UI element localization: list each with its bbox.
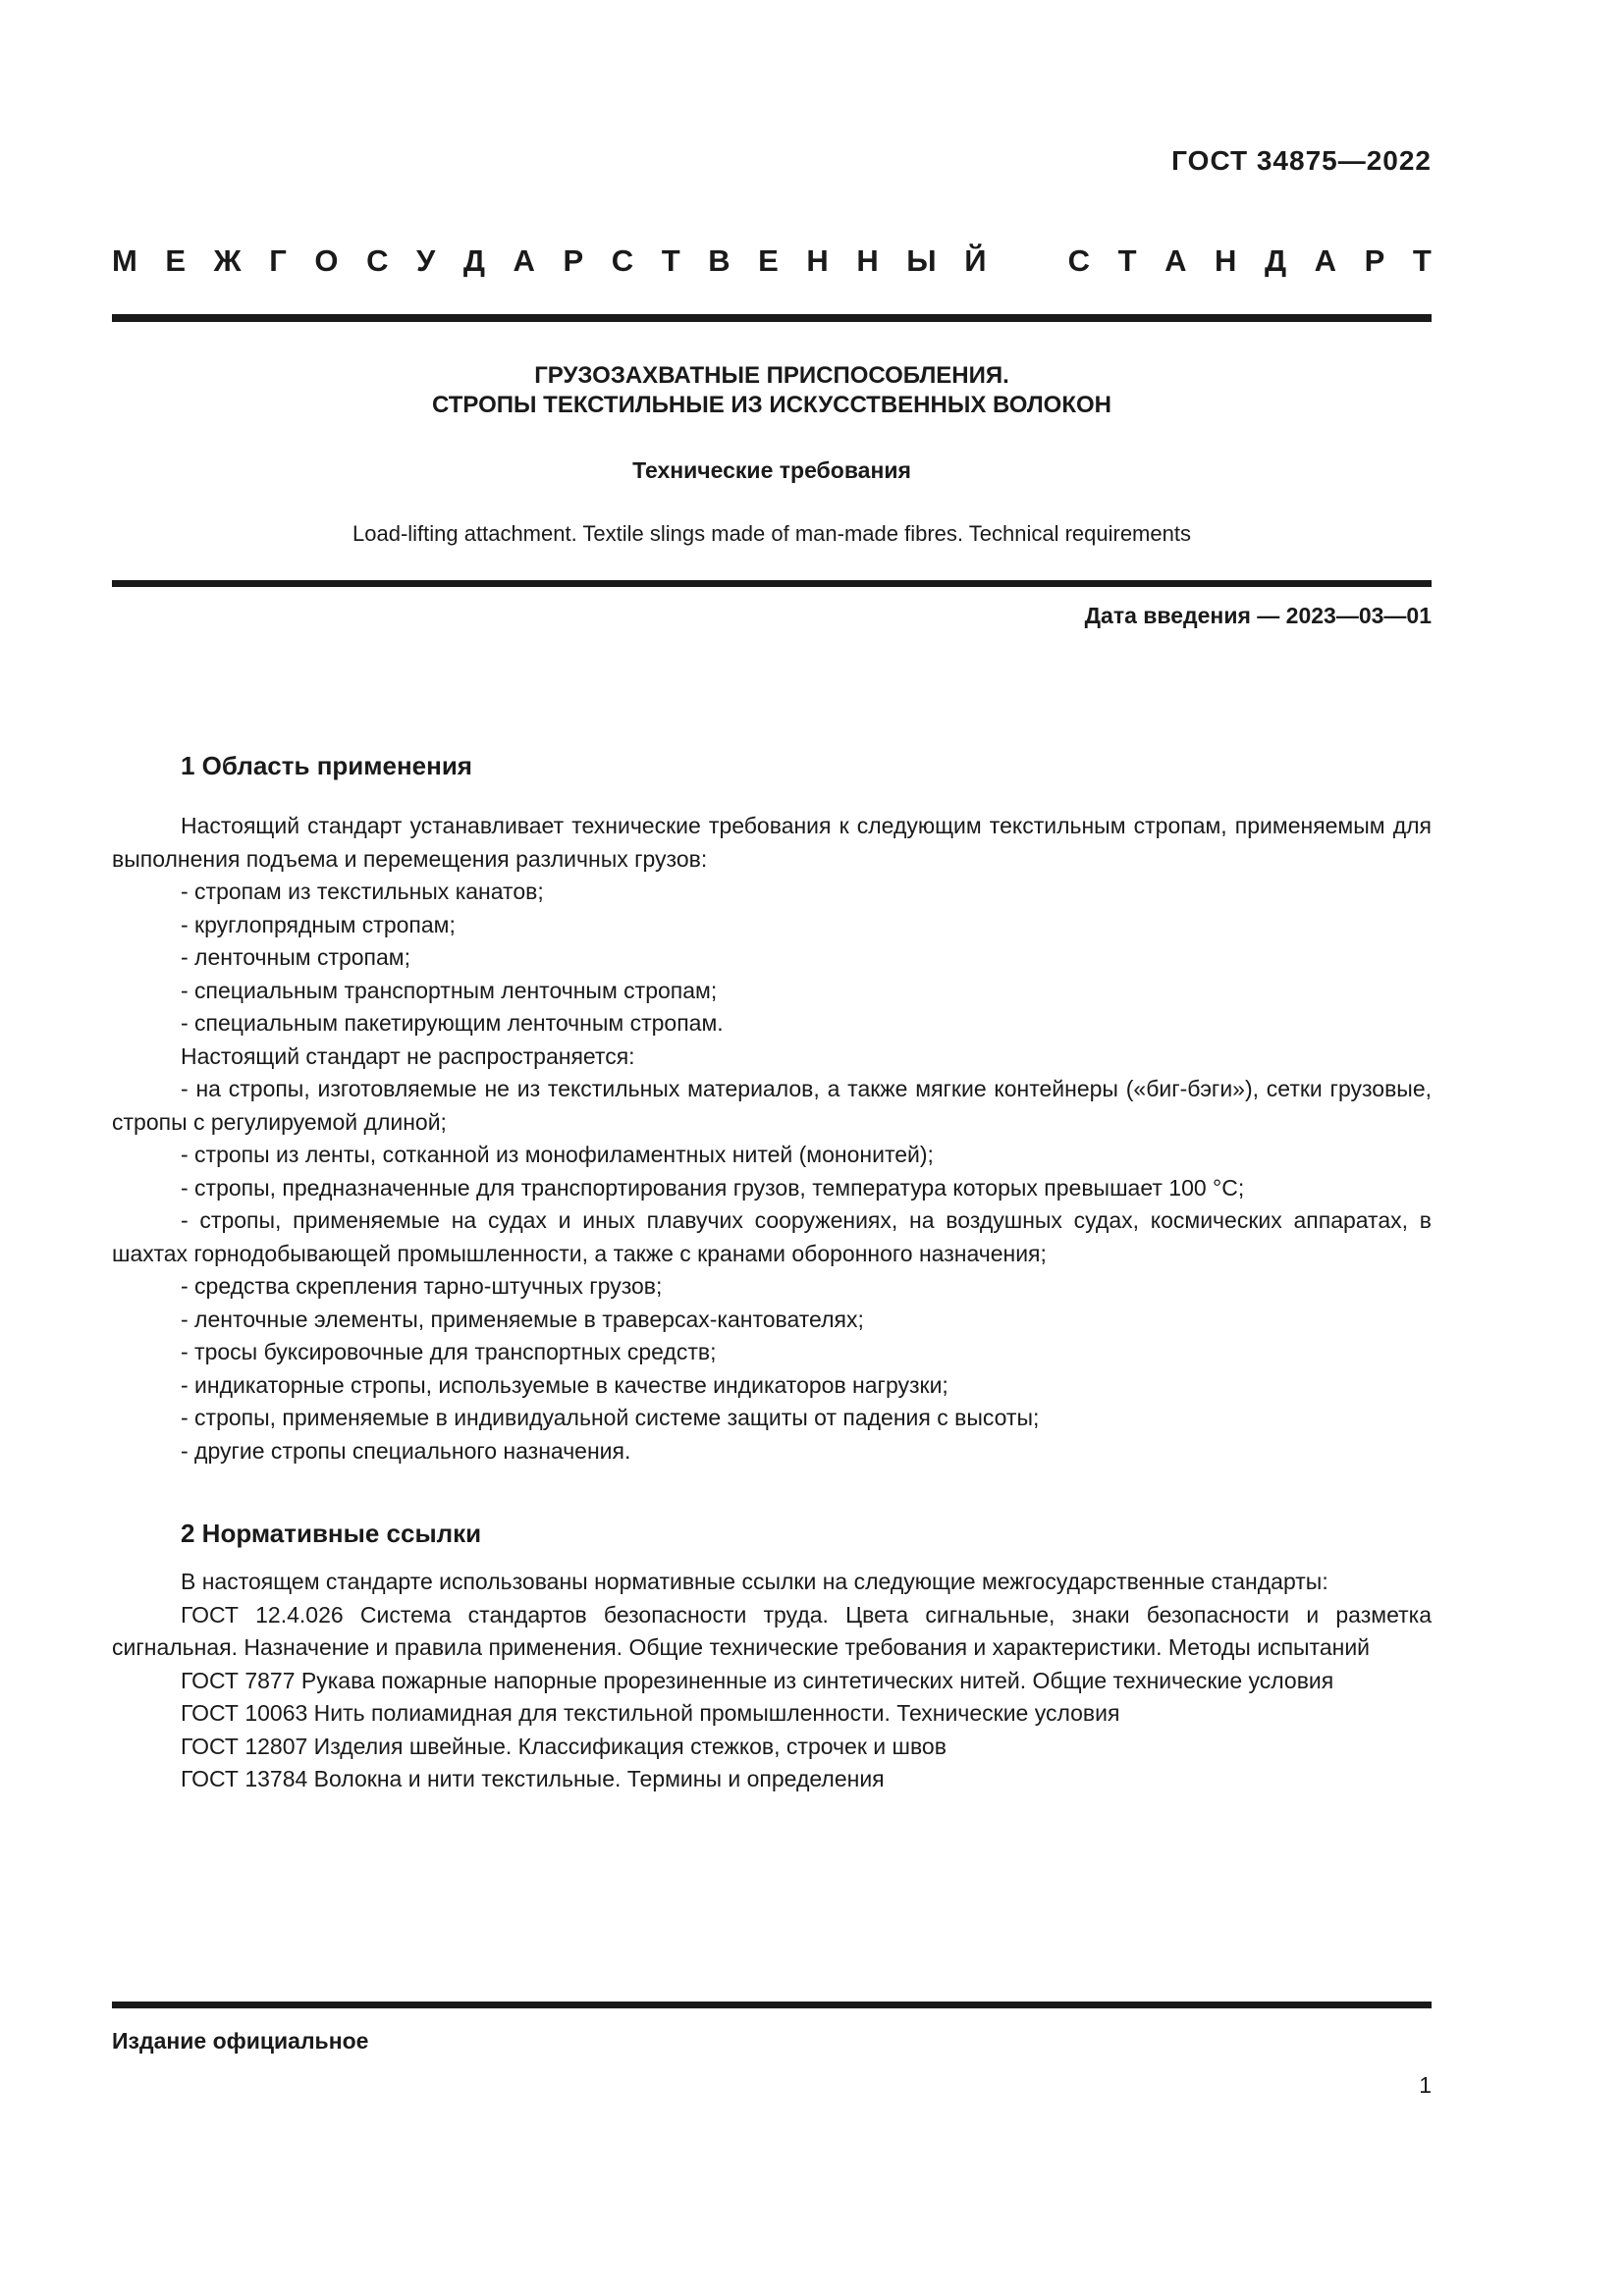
list-item-paragraph: - стропы, применяемые на судах и иных плавучих сооружениях, на воздушных судах, космических аппаратах, в шахтах горнодобывающей промышленности, а также с кранами оборонного назначения;: [112, 1207, 1432, 1266]
list-item-paragraph: - стропы из ленты, сотканной из монофиламентных нитей (мононитей);: [181, 1142, 934, 1167]
reference-paragraph: ГОСТ 7877 Рукава пожарные напорные прорезиненные из синтетических нитей. Общие технические условия: [181, 1667, 1334, 1693]
divider-header: [112, 314, 1432, 322]
effective-date: Дата введения — 2023—03—01: [1084, 603, 1432, 628]
paragraph: Настоящий стандарт устанавливает технические требования к следующим текстильным стропам, применяемым для выполнения подъема и перемещения различных грузов:: [112, 813, 1432, 872]
title-block: [112, 361, 1432, 548]
paragraph: Настоящий стандарт не распространяется:: [181, 1042, 635, 1069]
list-item-paragraph: - на стропы, изготовляемые не из текстильных материалов, а также мягкие контейнеры («биг-бэги»), сетки грузовые, стропы с регулируемой длиной;: [112, 1076, 1432, 1135]
reference-paragraph: ГОСТ 10063 Нить полиамидная для текстильной промышленности. Технические условия: [181, 1700, 1120, 1726]
section-heading: 2 Нормативные ссылки: [181, 1519, 482, 1548]
subtitle: Технические требования: [632, 457, 911, 483]
paragraph: В настоящем стандарте использованы нормативные ссылки на следующие межгосударственные стандарты:: [181, 1569, 1328, 1594]
list-item-paragraph: - другие стропы специального назначения.: [181, 1437, 631, 1464]
section-normative-references: [112, 1519, 1432, 1796]
title-english: Load-lifting attachment. Textile slings made of man-made fibres. Technical requirements: [352, 521, 1191, 546]
section-heading: 1 Область применения: [181, 751, 472, 780]
list-item-paragraph: - специальным пакетирующим ленточным стропам.: [181, 1010, 724, 1036]
divider-footer: [112, 2002, 1432, 2008]
page-number: 1: [1419, 2072, 1432, 2098]
list-item-paragraph: - средства скрепления тарно-штучных грузов;: [181, 1273, 663, 1299]
standard-type-label: М Е Ж Г О С У Д А Р С Т В Е Н Н Ы Й С Т А Н Д А Р Т: [112, 243, 1432, 278]
title-line-1: ГРУЗОЗАХВАТНЫЕ ПРИСПОСОБЛЕНИЯ.: [534, 362, 1009, 389]
list-item-paragraph: - специальным транспортным ленточным стропам;: [181, 977, 718, 1003]
list-item-paragraph: - ленточные элементы, применяемые в траверсах-кантователях;: [181, 1306, 864, 1332]
doc-number: ГОСТ 34875—2022: [1171, 145, 1432, 176]
reference-paragraph: ГОСТ 12.4.026 Система стандартов безопасности труда. Цвета сигнальные, знаки безопасности и разметка сигнальная. Назначение и правила применения. Общие технические требования и характеристики. Методы испытаний: [112, 1601, 1432, 1660]
list-item-paragraph: - стропы, предназначенные для транспортирования грузов, температура которых превышает 100 °С;: [181, 1174, 1245, 1201]
list-item-paragraph: - круглопрядным стропам;: [181, 911, 456, 937]
edition-note: Издание официальное: [112, 2028, 369, 2054]
divider-title: [112, 580, 1432, 587]
section-body: [112, 810, 1432, 1468]
section-scope: [112, 751, 1432, 1468]
reference-paragraph: ГОСТ 12807 Изделия швейные. Классификация стежков, строчек и швов: [181, 1733, 947, 1759]
list-item-paragraph: - стропам из текстильных канатов;: [181, 879, 544, 904]
list-item-paragraph: - индикаторные стропы, используемые в качестве индикаторов нагрузки;: [181, 1371, 948, 1398]
section-body: [112, 1566, 1432, 1796]
list-item-paragraph: - тросы буксировочные для транспортных средств;: [181, 1339, 717, 1364]
title-line-2: СТРОПЫ ТЕКСТИЛЬНЫЕ ИЗ ИСКУССТВЕННЫХ ВОЛОКОН: [432, 392, 1111, 418]
reference-paragraph: ГОСТ 13784 Волокна и нити текстильные. Термины и определения: [181, 1766, 885, 1791]
list-item-paragraph: - ленточным стропам;: [181, 944, 411, 970]
list-item-paragraph: - стропы, применяемые в индивидуальной системе защиты от падения с высоты;: [181, 1405, 1040, 1430]
